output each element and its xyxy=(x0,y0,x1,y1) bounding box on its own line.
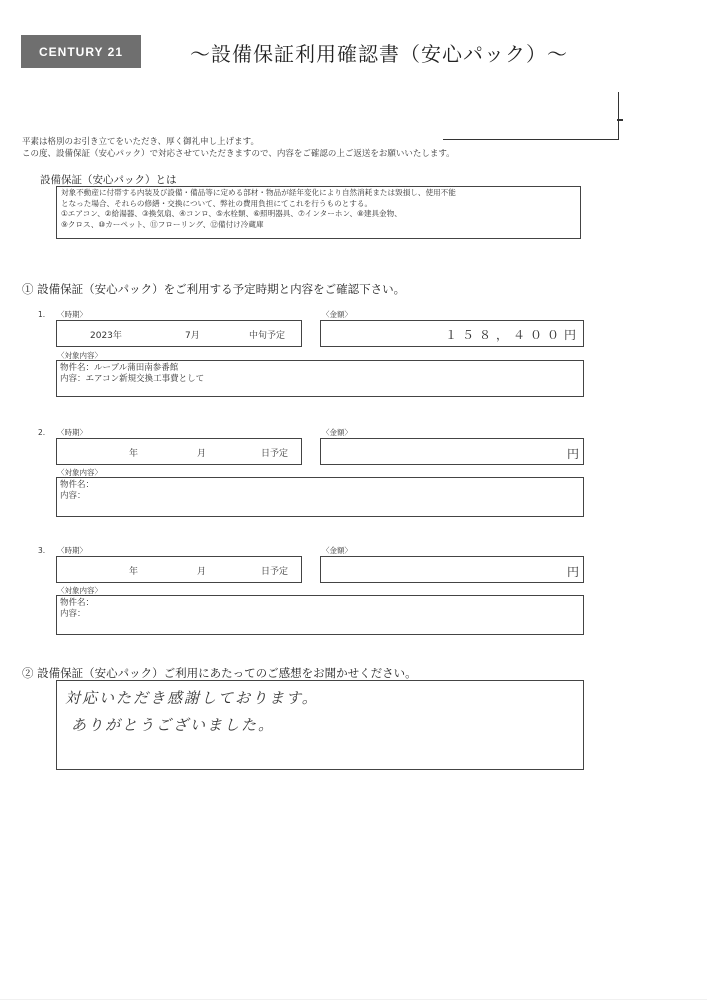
entry3-period-box xyxy=(56,556,302,583)
entry2-property: 物件名： xyxy=(60,480,95,490)
entry3-day: 日予定 xyxy=(261,567,289,577)
entry1-period-label: 〈時期〉 xyxy=(57,310,87,319)
feedback-box xyxy=(56,680,584,770)
stamp-area xyxy=(443,92,619,140)
document-title: ～設備保証利用確認書（安心パック）～ xyxy=(190,42,568,66)
entry2-content-box xyxy=(56,477,584,517)
entry3-year: 年 xyxy=(129,567,139,577)
entry1-content: 内容：エアコン新規交換工事費として xyxy=(60,374,205,384)
entry2-number: 2. xyxy=(38,428,46,437)
company-logo: CENTURY 21 xyxy=(21,35,141,68)
entry3-number: 3. xyxy=(38,546,46,555)
entry2-year: 年 xyxy=(129,449,139,459)
definition-line-2: となった場合、それらの修繕・交換について、弊社の費用負担にてこれを行うものとする。 xyxy=(61,198,373,208)
entry2-content: 内容： xyxy=(60,491,86,501)
entry3-property: 物件名： xyxy=(60,598,95,608)
feedback-line-1: 対応いただき感謝しております。 xyxy=(65,689,319,707)
entry1-day: 中旬予定 xyxy=(249,331,286,341)
entry3-content: 内容： xyxy=(60,609,86,619)
entry1-year: 2023年 xyxy=(90,331,122,341)
definition-line-1: 対象不動産に付帯する内装及び設備・備品等に定める部材・物品が経年変化により自然消耗または毀損し、使用不能 xyxy=(61,188,456,197)
entry1-amount-box xyxy=(320,320,584,347)
stamp-tick xyxy=(617,119,623,121)
section1-heading: ① 設備保証（安心パック）をご利用する予定時期と内容をご確認下さい。 xyxy=(22,282,406,296)
feedback-line-2: ありがとうございました。 xyxy=(71,716,276,734)
intro-line-1: 平素は格別のお引き立てをいただき、厚く御礼申し上げます。 xyxy=(22,137,259,147)
entry1-month: 7月 xyxy=(185,331,200,341)
intro-line-2: この度、設備保証（安心パック）で対応させていただきますので、内容をご確認の上ご返送をお願いいたします。 xyxy=(22,149,455,159)
entry1-number: 1. xyxy=(38,310,46,319)
definition-box xyxy=(56,186,581,239)
entry3-amount-label: 〈金額〉 xyxy=(322,546,352,555)
entry2-period-label: 〈時期〉 xyxy=(57,428,87,437)
entry1-period-box xyxy=(56,320,302,347)
entry3-amount: 円 xyxy=(566,565,579,579)
entry3-content-label: 〈対象内容〉 xyxy=(57,586,102,595)
entry2-period-box xyxy=(56,438,302,465)
definition-line-3: ①エアコン、②給湯器、③換気扇、④コンロ、⑤水栓類、⑥照明器具、⑦インターホン、⑧建具金物、 xyxy=(61,209,402,219)
entry3-amount-box xyxy=(320,556,584,583)
entry1-content-label: 〈対象内容〉 xyxy=(57,351,102,360)
entry2-amount-label: 〈金額〉 xyxy=(322,428,352,437)
section2-heading: ② 設備保証（安心パック）ご利用にあたってのご感想をお聞かせください。 xyxy=(22,666,417,680)
entry1-amount: １５８，４００円 xyxy=(444,328,581,342)
entry1-content-box xyxy=(56,360,584,397)
definition-line-4: ⑨クロス、⑩カーペット、⑪フローリング、⑫備付け冷蔵庫 xyxy=(61,219,264,229)
entry2-amount: 円 xyxy=(566,447,579,461)
entry1-property: 物件名：ルーブル蒲田南参番館 xyxy=(60,363,179,373)
entry2-amount-box xyxy=(320,438,584,465)
entry3-content-box xyxy=(56,595,584,635)
entry1-amount-label: 〈金額〉 xyxy=(322,310,352,319)
entry3-period-label: 〈時期〉 xyxy=(57,546,87,555)
entry2-month: 月 xyxy=(197,449,207,459)
definition-heading: 設備保証（安心パック）とは xyxy=(40,174,177,186)
entry2-content-label: 〈対象内容〉 xyxy=(57,468,102,477)
entry2-day: 日予定 xyxy=(261,449,289,459)
entry3-month: 月 xyxy=(197,567,207,577)
